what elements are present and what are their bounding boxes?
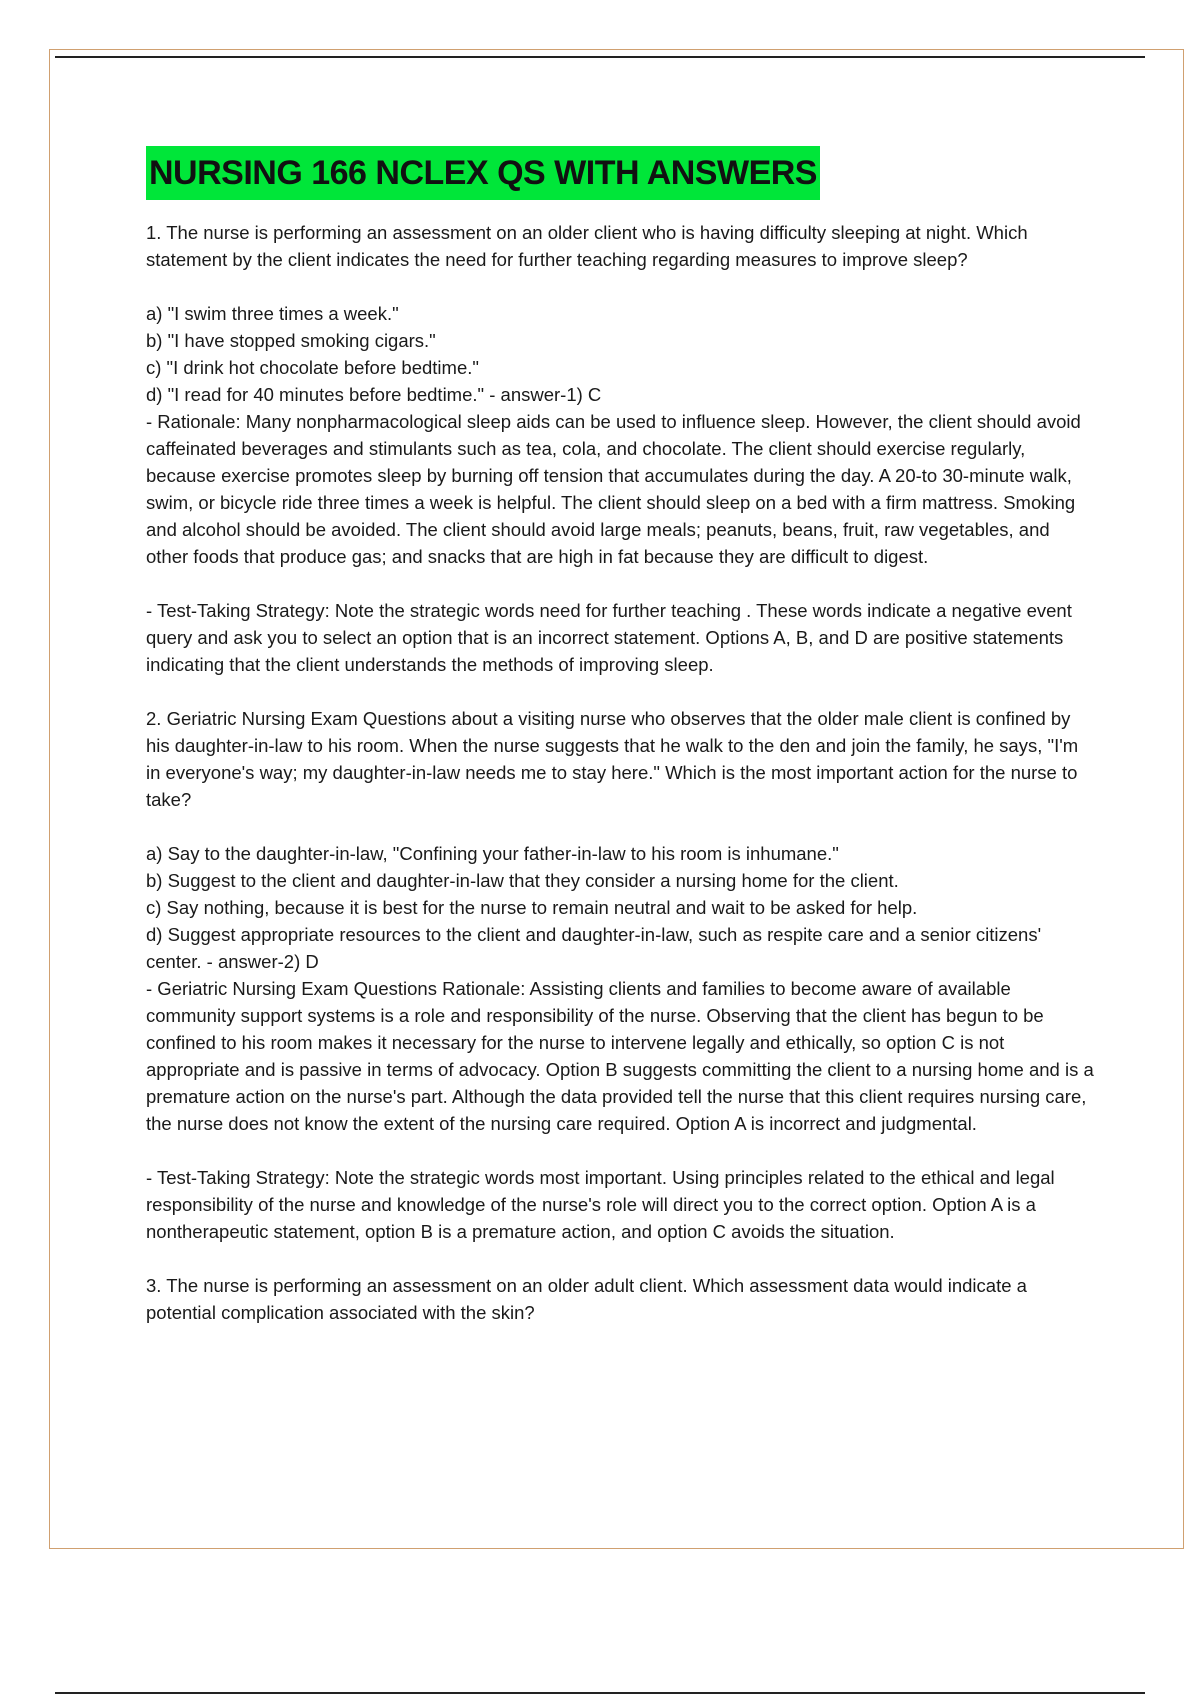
strategy-text: - Test-Taking Strategy: Note the strategic words need for further teaching . These words indicate a negative event query and ask you to select an option that is an incorrect statement. Options A, B, and D are positive statements indicating that the client understands the methods of improving sleep. [146,600,1072,675]
rationale-text: - Geriatric Nursing Exam Questions Rationale: Assisting clients and families to become aware of available community support systems is a role and responsibility of the nurse. Observing that the client has begun to be confined to his room makes it necessary for the nurse to intervene legally and ethically, so option C is not appropriate and is passive in terms of advocacy. Option B suggests committing the client to a nursing home and is a premature action on the nurse's part. Although the data provided tell the nurse that this client requires nursing care, the nurse does not know the extent of the nursing care required. Option A is incorrect and judgmental. [146,978,1094,1134]
option-d-answer: d) Suggest appropriate resources to the client and daughter-in-law, such as respite care and a senior citizens' center. - answer-2) D [146,924,1042,972]
option-a: a) Say to the daughter-in-law, "Confining your father-in-law to his room is inhumane." [146,843,839,864]
bottom-rule [55,1692,1145,1694]
options-list [146,300,1096,408]
option-b: b) "I have stopped smoking cigars." [146,330,436,351]
document-body [146,146,1096,1353]
option-b: b) Suggest to the client and daughter-in-law that they consider a nursing home for the client. [146,870,899,891]
strategy-text: - Test-Taking Strategy: Note the strategic words most important. Using principles related to the ethical and legal responsibility of the nurse and knowledge of the nurse's role will direct you to the correct option. Option A is a nontherapeutic statement, option B is a premature action, and option C avoids the situation. [146,1167,1055,1242]
rationale-text: - Rationale: Many nonpharmacological sleep aids can be used to influence sleep. However, the client should avoid caffeinated beverages and stimulants such as tea, cola, and chocolate. The client should exercise regularly, because exercise promotes sleep by burning off tension that accumulates during the day. A 20-to 30-minute walk, swim, or bicycle ride three times a week is helpful. The client should sleep on a bed with a firm mattress. Smoking and alcohol should be avoided. The client should avoid large meals; peanuts, beans, fruit, raw vegetables, and other foods that produce gas; and snacks that are high in fat because they are difficult to digest. [146,411,1081,567]
question-3 [146,1272,1096,1326]
question-text: 1. The nurse is performing an assessment on an older client who is having difficulty sleeping at night. Which statement by the client indicates the need for further teaching regarding measures to improve sleep? [146,222,1028,270]
options-list [146,840,1096,975]
option-a: a) "I swim three times a week." [146,303,399,324]
option-c: c) Say nothing, because it is best for the nurse to remain neutral and wait to be asked for help. [146,897,918,918]
question-2 [146,705,1096,1245]
option-d-answer: d) "I read for 40 minutes before bedtime." - answer-1) C [146,384,602,405]
document-title: NURSING 166 NCLEX QS WITH ANSWERS [146,146,820,200]
top-rule [55,56,1145,58]
option-c: c) "I drink hot chocolate before bedtime." [146,357,479,378]
question-1 [146,219,1096,678]
question-text: 2. Geriatric Nursing Exam Questions about a visiting nurse who observes that the older male client is confined by his daughter-in-law to his room. When the nurse suggests that he walk to the den and join the family, he says, "I'm in everyone's way; my daughter-in-law needs me to stay here." Which is the most important action for the nurse to take? [146,708,1079,810]
question-text: 3. The nurse is performing an assessment on an older adult client. Which assessment data would indicate a potential complication associated with the skin? [146,1275,1027,1323]
